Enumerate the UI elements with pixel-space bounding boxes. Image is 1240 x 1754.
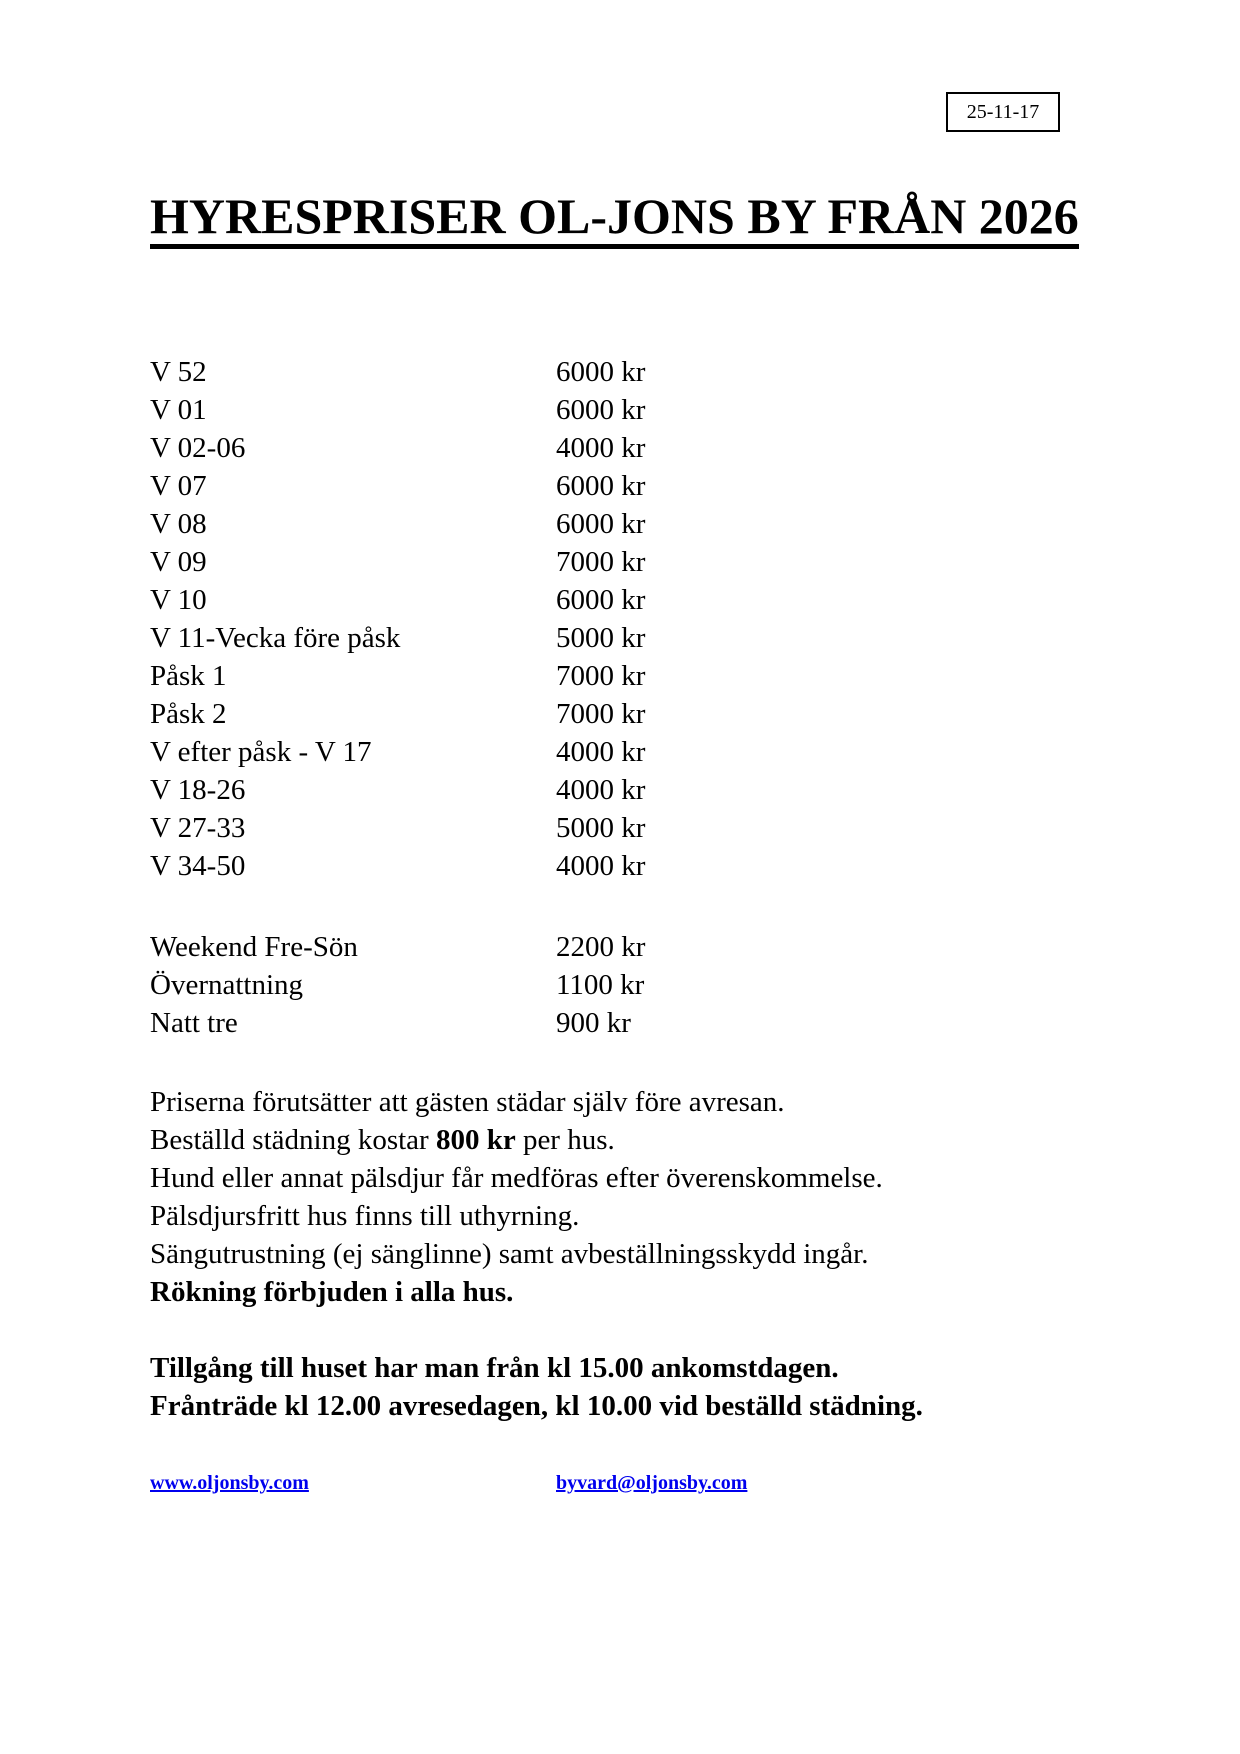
price-row-label: V 11-Vecka före påsk	[150, 622, 401, 654]
price-row-label: V 08	[150, 508, 207, 540]
price-row-label: Övernattning	[150, 969, 304, 1001]
price-row-label: V 18-26	[150, 774, 246, 806]
price-row-label: V 10	[150, 584, 207, 616]
table-row	[150, 391, 645, 429]
note-text: per hus.	[515, 1124, 615, 1156]
table-row	[150, 1004, 645, 1042]
note-line: Priserna förutsätter att gästen städar själv före avresan.	[150, 1086, 785, 1118]
note-line-no-smoking: Rökning förbjuden i alla hus.	[150, 1276, 514, 1308]
footer-links	[150, 1471, 747, 1495]
price-row-value: 4000 kr	[556, 850, 646, 882]
access-line-arrival: Tillgång till huset har man från kl 15.00 ankomstdagen.	[150, 1352, 839, 1384]
table-row	[150, 847, 645, 885]
price-row-value: 7000 kr	[556, 546, 646, 578]
date-stamp-box	[946, 92, 1060, 132]
note-text: Beställd städning kostar	[150, 1124, 436, 1156]
note-line: Pälsdjursfritt hus finns till uthyrning.	[150, 1200, 580, 1232]
access-line-departure: Frånträde kl 12.00 avresedagen, kl 10.00 vid beställd städning.	[150, 1390, 923, 1422]
website-link[interactable]: www.oljonsby.com	[150, 1472, 309, 1494]
table-row	[150, 733, 645, 771]
note-bold-price: 800 kr	[435, 1124, 516, 1156]
table-row	[150, 467, 645, 505]
price-row-value: 6000 kr	[556, 356, 646, 388]
price-row-label: V 02-06	[150, 432, 246, 464]
table-row	[150, 353, 645, 391]
price-row-value: 4000 kr	[556, 736, 646, 768]
table-row	[150, 619, 645, 657]
short-stay-price-table	[150, 928, 645, 1042]
price-row-label: Natt tre	[150, 1007, 238, 1039]
price-row-label: Påsk 2	[150, 698, 227, 730]
footer-cell	[556, 1471, 747, 1495]
table-row	[150, 543, 645, 581]
price-row-value: 5000 kr	[556, 622, 646, 654]
table-row	[150, 429, 645, 467]
price-row-label: Weekend Fre-Sön	[150, 931, 358, 963]
price-row-value: 6000 kr	[556, 508, 646, 540]
price-row-value: 6000 kr	[556, 394, 646, 426]
note-line	[150, 1121, 883, 1159]
email-link[interactable]: byvard@oljonsby.com	[556, 1472, 748, 1494]
price-row-label: V 01	[150, 394, 207, 426]
price-row-value: 900 kr	[556, 1007, 631, 1039]
price-row-value: 4000 kr	[556, 432, 646, 464]
table-row	[150, 809, 645, 847]
weekly-price-table	[150, 353, 645, 885]
price-row-value: 7000 kr	[556, 660, 646, 692]
price-row-value: 2200 kr	[556, 931, 646, 963]
price-row-value: 7000 kr	[556, 698, 646, 730]
table-row	[150, 771, 645, 809]
note-line: Sängutrustning (ej sänglinne) samt avbeställningsskydd ingår.	[150, 1238, 869, 1270]
table-row	[150, 695, 645, 733]
price-row-value: 6000 kr	[556, 470, 646, 502]
table-row	[150, 928, 645, 966]
table-row	[150, 657, 645, 695]
table-row	[150, 505, 645, 543]
page-title: HYRESPRISER OL-JONS BY FRÅN 2026	[150, 190, 1079, 249]
price-row-value: 4000 kr	[556, 774, 646, 806]
footer-cell	[150, 1471, 556, 1495]
price-row-value: 1100 kr	[556, 969, 645, 1001]
price-row-label: Påsk 1	[150, 660, 227, 692]
date-stamp: 25-11-17	[966, 100, 1040, 123]
notes-paragraph	[150, 1083, 883, 1311]
price-row-value: 6000 kr	[556, 584, 646, 616]
access-times	[150, 1349, 923, 1425]
price-row-label: V 09	[150, 546, 207, 578]
price-row-value: 5000 kr	[556, 812, 646, 844]
price-row-label: V 27-33	[150, 812, 246, 844]
price-row-label: V efter påsk - V 17	[150, 736, 372, 768]
table-row	[150, 581, 645, 619]
price-row-label: V 07	[150, 470, 207, 502]
price-row-label: V 52	[150, 356, 207, 388]
table-row	[150, 966, 645, 1004]
price-row-label: V 34-50	[150, 850, 246, 882]
note-line: Hund eller annat pälsdjur får medföras efter överenskommelse.	[150, 1162, 883, 1194]
